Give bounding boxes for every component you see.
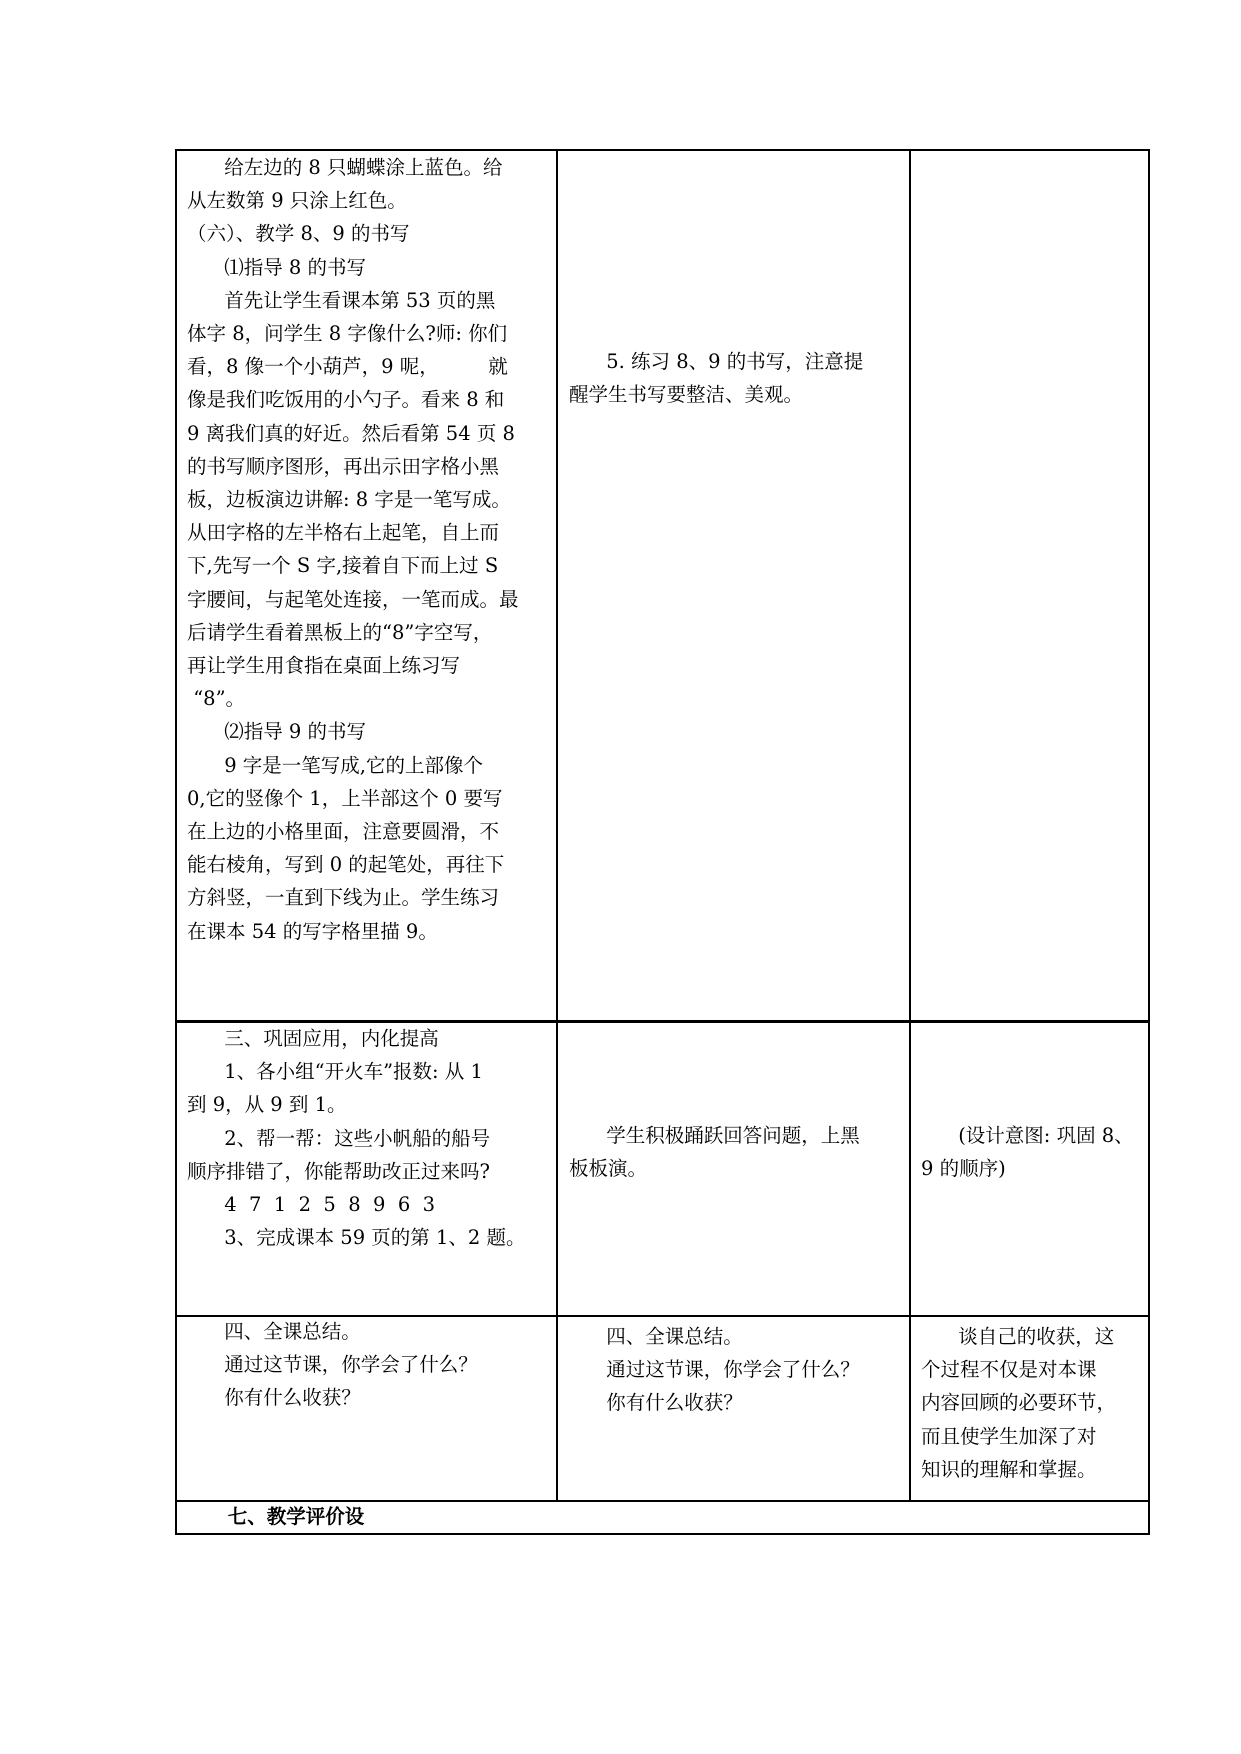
text-line: ⑴指导 8 的书写	[187, 255, 366, 279]
text-line: 你有什么收获？	[569, 1391, 743, 1415]
text-line: 在上边的小格里面，注意要圆滑，不	[187, 820, 500, 844]
text-line: 三、巩固应用，内化提高	[187, 1027, 439, 1050]
text-line: 醒学生书写要整洁、美观。	[569, 383, 804, 407]
text-line: 看，8 像一个小葫芦，9 呢， 就	[187, 355, 508, 379]
table-border-right	[1148, 149, 1150, 1535]
text-line: 2、帮一帮：这些小帆船的船号	[187, 1126, 491, 1150]
row2-teacher-activity-cell	[187, 1022, 555, 1254]
text-line: 通过这节课，你学会了什么？	[187, 1353, 478, 1377]
text-line: 到 9，从 9 到 1。	[187, 1093, 347, 1117]
text-line: 你有什么收获？	[187, 1386, 361, 1410]
text-line: 在课本 54 的写字格里描 9。	[187, 919, 438, 943]
text-line: 5. 练习 8、9 的书写，注意提	[569, 350, 864, 373]
column-divider-2	[909, 149, 911, 1502]
text-line: 4 7 1 2 5 8 9 6 3	[187, 1193, 436, 1217]
text-line: 从左数第 9 只涂上红色。	[187, 189, 407, 213]
text-line: 体字 8，问学生 8 字像什么?师: 你们	[187, 322, 508, 346]
text-line: 再让学生用食指在桌面上练习写	[187, 654, 461, 678]
text-line: 板，边板演边讲解: 8 字是一笔写成。	[187, 488, 511, 512]
text-line: 四、全课总结。	[569, 1325, 743, 1348]
row2-design-intent-cell	[921, 1119, 1148, 1185]
text-line: 字腰间，与起笔处连接，一笔而成。最	[187, 587, 519, 611]
text-line: 首先让学生看课本第 53 页的黑	[187, 288, 496, 312]
text-line: ⑵指导 9 的书写	[187, 720, 366, 744]
row2-teacher-text	[187, 1022, 555, 1254]
text-line: 四、全课总结。	[187, 1320, 361, 1343]
text-line: 个过程不仅是对本课	[921, 1358, 1097, 1382]
table-border-left	[175, 149, 177, 1535]
text-line: （六）、教学 8、9 的书写	[187, 222, 410, 246]
text-line: 能右棱角，写到 0 的起笔处，再往下	[187, 853, 505, 877]
row3-teacher-text	[187, 1315, 555, 1415]
text-line: 顺序排错了，你能帮助改正过来吗?	[187, 1159, 490, 1183]
row2-student-activity-cell	[569, 1119, 909, 1185]
text-line: 9 离我们真的好近。然后看第 54 页 8	[187, 421, 515, 445]
table-border-bottom	[175, 1533, 1150, 1535]
row1-teacher-text	[187, 151, 555, 948]
text-line: 而且使学生加深了对	[921, 1424, 1097, 1448]
text-line: 0,它的竖像个 1，上半部这个 0 要写	[187, 786, 503, 810]
row2-design-text	[921, 1119, 1148, 1185]
text-line: 谈自己的收获，这	[921, 1325, 1115, 1348]
text-line: 下,先写一个 S 字,接着自下而上过 S	[187, 554, 499, 578]
text-line: 知识的理解和掌握。	[921, 1457, 1097, 1481]
text-line: 9 的顺序)	[921, 1157, 1006, 1181]
evaluation-heading: 七、教学评价设	[187, 1505, 365, 1528]
text-line: 1、各小组“开火车”报数: 从 1	[187, 1060, 483, 1084]
row3-student-activity-cell	[569, 1320, 909, 1420]
row1-teacher-activity-cell	[187, 151, 555, 948]
lesson-plan-table	[175, 149, 1150, 1535]
text-line: 方斜竖，一直到下线为止。学生练习	[187, 886, 500, 910]
text-line: 9 字是一笔写成,它的上部像个	[187, 753, 483, 777]
text-line: 的书写顺序图形，再出示田字格小黑	[187, 454, 500, 478]
row3-student-text	[569, 1320, 909, 1420]
text-line: 学生积极踊跃回答问题，上黑	[569, 1124, 860, 1147]
text-line: 从田字格的左半格右上起笔，自上而	[187, 521, 500, 545]
text-line: 给左边的 8 只蝴蝶涂上蓝色。给	[187, 156, 503, 179]
column-divider-1	[556, 149, 558, 1502]
text-line: 像是我们吃饭用的小勺子。看来 8 和	[187, 388, 505, 412]
text-line: 后请学生看着黑板上的“8”字空写，	[187, 620, 493, 644]
text-line: 通过这节课，你学会了什么？	[569, 1358, 860, 1382]
text-line: “8”。	[187, 687, 246, 711]
text-line: (设计意图: 巩固 8、	[921, 1124, 1134, 1147]
row1-student-activity-cell	[569, 345, 909, 411]
evaluation-heading-cell	[187, 1501, 1137, 1533]
text-line: 3、完成课本 59 页的第 1、2 题。	[187, 1226, 526, 1250]
row1-student-text	[569, 345, 909, 411]
row3-design-text	[921, 1320, 1146, 1486]
row2-student-text	[569, 1119, 909, 1185]
row3-teacher-activity-cell	[187, 1315, 555, 1415]
row3-design-intent-cell	[921, 1320, 1146, 1486]
text-line: 内容回顾的必要环节，	[921, 1391, 1117, 1415]
text-line: 板板演。	[569, 1157, 648, 1181]
